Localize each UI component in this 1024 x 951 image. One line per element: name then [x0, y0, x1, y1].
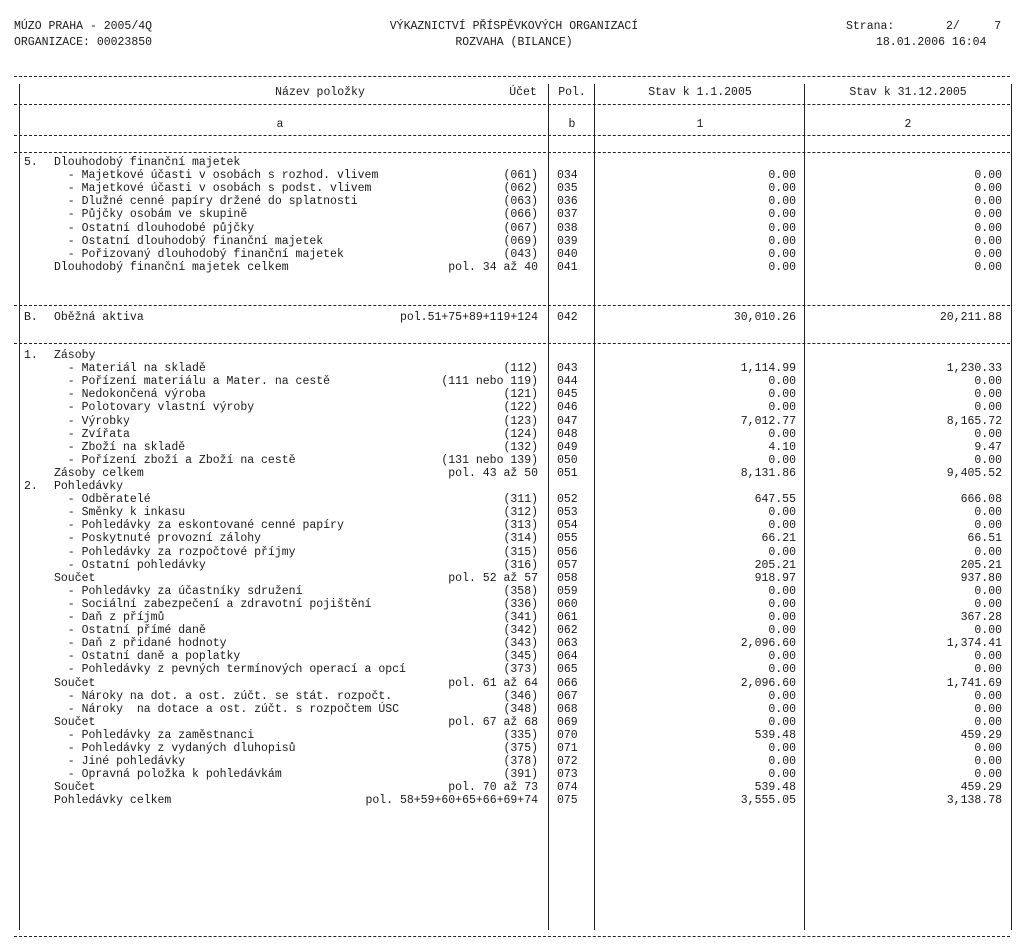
row-value-end: 0.00 — [974, 702, 1002, 716]
row-account: (062) — [503, 182, 538, 196]
row-account: pol. 67 až 68 — [448, 715, 538, 729]
row-account: pol.51+75+89+119+124 — [399, 311, 538, 324]
row-pol: 051 — [557, 466, 578, 480]
row-value-end: 0.00 — [974, 597, 1002, 611]
row-pol: 068 — [557, 702, 578, 716]
row-pol: 063 — [557, 637, 578, 651]
row-value-end: 0.00 — [974, 755, 1002, 769]
row-account: (111 nebo 119) — [441, 375, 538, 389]
table-row — [14, 598, 1010, 611]
row-value-start: 0.00 — [768, 260, 796, 274]
row-value-start: 0.00 — [768, 506, 796, 520]
row-value-end: 0.00 — [974, 388, 1002, 402]
row-value-end: 0.00 — [974, 715, 1002, 729]
table-row — [14, 729, 1010, 742]
row-pol: 056 — [557, 545, 578, 559]
table-row — [14, 415, 1010, 428]
section-rule — [14, 305, 1010, 306]
table-row — [14, 768, 1010, 781]
row-value-start: 0.00 — [768, 663, 796, 677]
row-value-start: 647.55 — [754, 493, 796, 507]
row-pol: 045 — [557, 388, 578, 402]
table-row — [14, 169, 1010, 182]
table-row — [14, 235, 1010, 248]
report-title: ROZVAHA (BILANCE) — [455, 36, 573, 49]
col-header-account: Účet — [509, 86, 537, 99]
row-account: (069) — [503, 234, 538, 248]
row-account: (123) — [503, 414, 538, 428]
row-account: (335) — [503, 728, 538, 742]
row-account: (312) — [503, 506, 538, 520]
row-value-start: 1,114.99 — [740, 362, 796, 376]
row-item-name: - Polotovary vlastní výroby — [54, 401, 255, 415]
col-header-v2: Stav k 31.12.2005 — [849, 86, 967, 99]
row-account: pol. 34 až 40 — [448, 260, 538, 274]
row-value-end: 66.51 — [967, 532, 1002, 546]
row-value-end: 0.00 — [974, 584, 1002, 598]
row-value-start: 7,012.77 — [740, 414, 796, 428]
table-row — [14, 742, 1010, 755]
row-value-start: 4.10 — [768, 440, 796, 454]
section-rule — [14, 343, 1010, 344]
row-pol: 052 — [557, 493, 578, 507]
row-account: pol. 61 až 64 — [448, 676, 538, 690]
row-item-name: - Sociální zabezpečení a zdravotní pojištění — [54, 597, 372, 611]
table-row — [14, 428, 1010, 441]
table-row — [14, 716, 1010, 729]
row-value-end: 0.00 — [974, 195, 1002, 209]
row-pol: 042 — [557, 311, 578, 324]
row-section-number: B. — [24, 311, 38, 324]
row-pol: 044 — [557, 375, 578, 389]
row-pol: 036 — [557, 195, 578, 209]
row-account: pol. 52 až 57 — [448, 571, 538, 585]
table-row — [14, 532, 1010, 545]
row-value-end: 0.00 — [974, 208, 1002, 222]
row-value-start: 0.00 — [768, 611, 796, 624]
row-value-start: 539.48 — [754, 728, 796, 742]
row-item-name: - Majetkové účasti v osobách s podst. vlivem — [54, 182, 372, 196]
row-pol: 050 — [557, 453, 578, 467]
row-item-name: Součet — [54, 715, 96, 729]
row-value-end: 1,374.41 — [946, 637, 1002, 651]
row-pol: 070 — [557, 728, 578, 742]
row-pol: 037 — [557, 208, 578, 222]
col-header-pol: Pol. — [558, 86, 586, 99]
table-row — [14, 690, 1010, 703]
row-value-start: 0.00 — [768, 584, 796, 598]
row-account: (373) — [503, 663, 538, 677]
row-value-end: 0.00 — [974, 234, 1002, 248]
row-account: (345) — [503, 650, 538, 664]
row-value-end: 0.00 — [974, 247, 1002, 261]
row-account: (375) — [503, 742, 538, 755]
table-row — [14, 401, 1010, 414]
row-pol: 040 — [557, 247, 578, 261]
row-item-name: - Dlužné cenné papíry držené do splatnosti — [54, 195, 358, 209]
row-value-start: 0.00 — [768, 545, 796, 559]
row-value-start: 0.00 — [768, 755, 796, 769]
row-item-name: Oběžná aktiva — [54, 311, 144, 324]
table-row — [14, 375, 1010, 388]
row-value-end: 666.08 — [960, 493, 1002, 507]
row-value-start: 0.00 — [768, 182, 796, 196]
row-item-name: - Pohledávky z vydaných dluhopisů — [54, 742, 296, 755]
row-value-start: 0.00 — [768, 221, 796, 235]
row-pol: 055 — [557, 532, 578, 546]
row-pol: 035 — [557, 182, 578, 196]
header-rule — [14, 104, 1010, 105]
row-item-name: - Majetkové účasti v osobách s rozhod. vlivem — [54, 169, 379, 183]
row-account: (342) — [503, 624, 538, 638]
row-value-end: 1,230.33 — [946, 362, 1002, 376]
col-code-pol: b — [568, 118, 576, 131]
row-item-name: - Ostatní dlouhodobé půjčky — [54, 221, 255, 235]
row-value-start: 0.00 — [768, 388, 796, 402]
col-code-name: a — [276, 118, 284, 131]
row-item-name: - Zboží na skladě — [54, 440, 186, 454]
row-value-end: 367.28 — [960, 611, 1002, 624]
row-value-end: 0.00 — [974, 182, 1002, 196]
col-code-v1: 1 — [696, 118, 704, 131]
row-account: (311) — [503, 493, 538, 507]
row-value-end: 1,741.69 — [946, 676, 1002, 690]
row-value-start: 0.00 — [768, 427, 796, 441]
row-value-start: 0.00 — [768, 208, 796, 222]
table-row — [14, 388, 1010, 401]
row-item-name: - Nedokončená výroba — [54, 388, 206, 402]
row-account: (067) — [503, 221, 538, 235]
row-pol: 053 — [557, 506, 578, 520]
row-item-name: - Půjčky osobám ve skupině — [54, 208, 248, 222]
row-item-name: Zásoby celkem — [54, 466, 144, 480]
table-row — [14, 454, 1010, 467]
row-value-start: 0.00 — [768, 234, 796, 248]
row-value-end: 9,405.52 — [946, 466, 1002, 480]
row-pol: 038 — [557, 221, 578, 235]
row-value-end: 0.00 — [974, 260, 1002, 274]
col-code-v2: 2 — [904, 118, 912, 131]
row-value-start: 66.21 — [761, 532, 796, 546]
row-value-end: 0.00 — [974, 453, 1002, 467]
row-account: (066) — [503, 208, 538, 222]
row-pol: 041 — [557, 260, 578, 274]
row-value-end: 0.00 — [974, 650, 1002, 664]
row-value-end: 0.00 — [974, 375, 1002, 389]
page-number: 2/ 7 — [946, 20, 1002, 33]
row-pol: 072 — [557, 755, 578, 769]
row-pol: 057 — [557, 558, 578, 572]
row-pol: 060 — [557, 597, 578, 611]
row-account: (378) — [503, 755, 538, 769]
row-item-name: - Opravná položka k pohledávkám — [54, 768, 282, 782]
row-item-name: Součet — [54, 676, 96, 690]
row-value-end: 3,138.78 — [946, 794, 1002, 808]
row-pol: 073 — [557, 768, 578, 782]
table-row — [14, 156, 1010, 169]
row-account: pol. 70 až 73 — [448, 781, 538, 795]
row-item-name: - Nároky na dotace a ost. zúčt. s rozpočtem ÚSC — [54, 702, 400, 716]
table-row — [14, 349, 1010, 362]
table-row — [14, 637, 1010, 650]
row-value-end: 0.00 — [974, 742, 1002, 755]
row-item-name: - Ostatní přímé daně — [54, 624, 206, 638]
row-value-start: 0.00 — [768, 702, 796, 716]
row-account: (348) — [503, 702, 538, 716]
row-account: (316) — [503, 558, 538, 572]
row-account: (314) — [503, 532, 538, 546]
code-rule — [14, 135, 1010, 136]
row-pol: 058 — [557, 571, 578, 585]
row-item-name: - Daň z příjmů — [54, 611, 165, 624]
row-value-end: 0.00 — [974, 689, 1002, 703]
row-item-name: - Pohledávky za rozpočtové příjmy — [54, 545, 296, 559]
row-section-number: 2. — [24, 480, 38, 493]
row-item-name: Součet — [54, 571, 96, 585]
row-value-start: 0.00 — [768, 624, 796, 638]
table-row — [14, 663, 1010, 676]
row-pol: 039 — [557, 234, 578, 248]
row-value-start: 0.00 — [768, 247, 796, 261]
row-value-start: 0.00 — [768, 768, 796, 782]
row-account: (122) — [503, 401, 538, 415]
row-item-name: - Poskytnuté provozní zálohy — [54, 532, 262, 546]
row-item-name: - Jiné pohledávky — [54, 755, 186, 769]
row-account: (358) — [503, 584, 538, 598]
table-row — [14, 755, 1010, 768]
row-value-start: 0.00 — [768, 689, 796, 703]
row-value-start: 8,131.86 — [740, 466, 796, 480]
row-item-name: - Směnky k inkasu — [54, 506, 186, 520]
row-account: pol. 58+59+60+65+66+69+74 — [365, 794, 538, 808]
row-value-end: 937.80 — [960, 571, 1002, 585]
row-item-name: - Odběratelé — [54, 493, 151, 507]
table-row — [14, 362, 1010, 375]
row-pol: 054 — [557, 519, 578, 533]
row-pol: 046 — [557, 401, 578, 415]
row-value-end: 9.47 — [974, 440, 1002, 454]
row-value-start: 0.00 — [768, 401, 796, 415]
report-datetime: 18.01.2006 16:04 — [876, 36, 987, 49]
row-account: (043) — [503, 247, 538, 261]
row-item-name: - Materiál na skladě — [54, 362, 206, 376]
row-value-start: 30,010.26 — [733, 311, 796, 324]
row-item-name: - Pořizovaný dlouhodobý finanční majetek — [54, 247, 344, 261]
table-row — [14, 311, 1010, 324]
row-value-start: 2,096.60 — [740, 676, 796, 690]
row-value-end: 8,165.72 — [946, 414, 1002, 428]
row-value-end: 0.00 — [974, 663, 1002, 677]
row-account: (341) — [503, 611, 538, 624]
row-pol: 048 — [557, 427, 578, 441]
row-account: (112) — [503, 362, 538, 376]
row-value-start: 0.00 — [768, 519, 796, 533]
row-value-end: 20,211.88 — [939, 311, 1002, 324]
row-account: (124) — [503, 427, 538, 441]
report-system-title: VÝKAZNICTVÍ PŘÍSPĚVKOVÝCH ORGANIZACÍ — [389, 20, 639, 33]
right-border — [1011, 84, 1012, 930]
row-item-name: - Pohledávky z pevných termínových operací a opcí — [54, 663, 406, 677]
row-value-start: 0.00 — [768, 715, 796, 729]
row-account: (343) — [503, 637, 538, 651]
table-row — [14, 182, 1010, 195]
row-value-start: 3,555.05 — [740, 794, 796, 808]
page-label: Strana: — [846, 20, 895, 33]
row-value-start: 2,096.60 — [740, 637, 796, 651]
row-pol: 071 — [557, 742, 578, 755]
row-value-end: 459.29 — [960, 728, 1002, 742]
table-row — [14, 794, 1010, 807]
row-value-start: 0.00 — [768, 169, 796, 183]
row-value-start: 205.21 — [754, 558, 796, 572]
row-account: (131 nebo 139) — [441, 453, 538, 467]
row-value-start: 0.00 — [768, 375, 796, 389]
row-item-name: Pohledávky — [54, 480, 124, 493]
row-account: (346) — [503, 689, 538, 703]
row-account: (315) — [503, 545, 538, 559]
row-section-number: 5. — [24, 156, 38, 169]
section-rule — [14, 152, 1010, 153]
table-row — [14, 611, 1010, 624]
table-row — [14, 480, 1010, 493]
col-header-v1: Stav k 1.1.2005 — [648, 86, 752, 99]
row-pol: 059 — [557, 584, 578, 598]
row-item-name: - Nároky na dot. a ost. zúčt. se stát. rozpočt. — [54, 689, 393, 703]
row-item-name: - Ostatní dlouhodobý finanční majetek — [54, 234, 324, 248]
row-value-end: 459.29 — [960, 781, 1002, 795]
row-value-end: 0.00 — [974, 427, 1002, 441]
table-row — [14, 677, 1010, 690]
header-org-id: ORGANIZACE: 00023850 — [14, 36, 153, 49]
row-pol: 064 — [557, 650, 578, 664]
row-item-name: - Daň z přidané hodnoty — [54, 637, 227, 651]
row-account: (132) — [503, 440, 538, 454]
table-row — [14, 261, 1010, 274]
table-row — [14, 781, 1010, 794]
row-value-end: 0.00 — [974, 401, 1002, 415]
row-item-name: Zásoby — [54, 349, 96, 362]
row-account: (061) — [503, 169, 538, 183]
table-top-rule — [14, 76, 1010, 77]
row-pol: 075 — [557, 794, 578, 808]
row-pol: 049 — [557, 440, 578, 454]
row-pol: 066 — [557, 676, 578, 690]
row-value-end: 0.00 — [974, 545, 1002, 559]
row-pol: 034 — [557, 169, 578, 183]
row-value-start: 918.97 — [754, 571, 796, 585]
col-header-name: Název položky — [275, 86, 365, 99]
row-item-name: - Pořízení zboží a Zboží na cestě — [54, 453, 296, 467]
table-row — [14, 506, 1010, 519]
table-row — [14, 248, 1010, 261]
table-row — [14, 441, 1010, 454]
table-row — [14, 519, 1010, 532]
row-value-end: 0.00 — [974, 221, 1002, 235]
table-row — [14, 650, 1010, 663]
table-row — [14, 546, 1010, 559]
row-item-name: - Zvířata — [54, 427, 130, 441]
table-row — [14, 195, 1010, 208]
row-value-start: 0.00 — [768, 453, 796, 467]
row-value-end: 0.00 — [974, 768, 1002, 782]
row-section-number: 1. — [24, 349, 38, 362]
row-value-start: 0.00 — [768, 650, 796, 664]
table-row — [14, 559, 1010, 572]
table-row — [14, 624, 1010, 637]
row-value-end: 0.00 — [974, 624, 1002, 638]
row-account: (391) — [503, 768, 538, 782]
table-bottom-rule — [14, 936, 1010, 937]
row-value-end: 205.21 — [960, 558, 1002, 572]
row-pol: 065 — [557, 663, 578, 677]
row-value-end: 0.00 — [974, 519, 1002, 533]
row-item-name: Pohledávky celkem — [54, 794, 172, 808]
row-pol: 069 — [557, 715, 578, 729]
row-account: (121) — [503, 388, 538, 402]
row-item-name: - Pořízení materiálu a Mater. na cestě — [54, 375, 331, 389]
row-item-name: Dlouhodobý finanční majetek — [54, 156, 241, 169]
row-item-name: - Pohledávky za eskontované cenné papíry — [54, 519, 344, 533]
table-row — [14, 493, 1010, 506]
row-pol: 067 — [557, 689, 578, 703]
row-pol: 047 — [557, 414, 578, 428]
row-item-name: - Výrobky — [54, 414, 130, 428]
row-pol: 061 — [557, 611, 578, 624]
table-row — [14, 572, 1010, 585]
table-row — [14, 222, 1010, 235]
row-value-start: 539.48 — [754, 781, 796, 795]
row-item-name: - Pohledávky za zaměstnanci — [54, 728, 255, 742]
row-pol: 074 — [557, 781, 578, 795]
row-item-name: - Ostatní pohledávky — [54, 558, 206, 572]
row-item-name: Dlouhodobý finanční majetek celkem — [54, 260, 289, 274]
row-item-name: Součet — [54, 781, 96, 795]
row-pol: 062 — [557, 624, 578, 638]
row-account: pol. 43 až 50 — [448, 466, 538, 480]
table-row — [14, 585, 1010, 598]
row-value-end: 0.00 — [974, 169, 1002, 183]
row-item-name: - Ostatní daně a poplatky — [54, 650, 241, 664]
row-value-start: 0.00 — [768, 597, 796, 611]
table-row — [14, 703, 1010, 716]
row-item-name: - Pohledávky za účastníky sdružení — [54, 584, 303, 598]
row-value-end: 0.00 — [974, 506, 1002, 520]
row-value-start: 0.00 — [768, 742, 796, 755]
row-account: (063) — [503, 195, 538, 209]
row-account: (313) — [503, 519, 538, 533]
row-pol: 043 — [557, 362, 578, 376]
row-value-start: 0.00 — [768, 195, 796, 209]
row-account: (336) — [503, 597, 538, 611]
header-org-period: MÚZO PRAHA - 2005/4Q — [14, 20, 153, 33]
table-row — [14, 208, 1010, 221]
table-row — [14, 467, 1010, 480]
